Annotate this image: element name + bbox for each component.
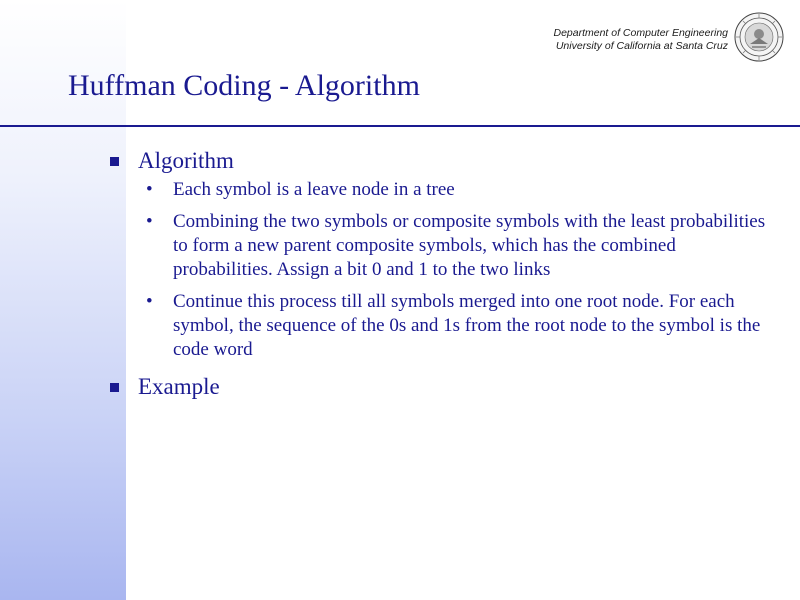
square-bullet-icon: [110, 383, 119, 392]
bullet-text: Example: [138, 374, 220, 399]
sub-bullet: [100, 178, 780, 202]
sub-bullet-list: [100, 178, 780, 362]
department-name: Department of Computer Engineering: [553, 27, 728, 39]
sub-bullet-text: Combining the two symbols or composite symbols with the least probabilities to form a new parent composite symbols, which has the combined probabilities. Assign a bit 0 and 1 to the two links: [173, 211, 766, 280]
title-divider: [0, 125, 800, 127]
department-header: [553, 27, 728, 53]
round-bullet-icon: •: [146, 211, 153, 232]
slide-title: Huffman Coding - Algorithm: [68, 69, 420, 102]
sub-bullet-text: Continue this process till all symbols merged into one root node. For each symbol, the sequence of the 0s and 1s from the root node to the symbol is the code word: [173, 291, 761, 360]
university-name: University of California at Santa Cruz: [555, 40, 728, 52]
sub-bullet-text: Each symbol is a leave node in a tree: [173, 179, 455, 200]
bullet-text: Algorithm: [138, 148, 234, 173]
sub-bullet: [100, 210, 780, 282]
square-bullet-icon: [110, 157, 119, 166]
round-bullet-icon: •: [146, 179, 153, 200]
round-bullet-icon: •: [146, 291, 153, 312]
bullet-example: [100, 372, 780, 402]
bullet-algorithm: [100, 146, 780, 176]
university-seal-icon: [734, 12, 784, 62]
slide-content: [100, 146, 780, 404]
sub-bullet: [100, 290, 780, 362]
